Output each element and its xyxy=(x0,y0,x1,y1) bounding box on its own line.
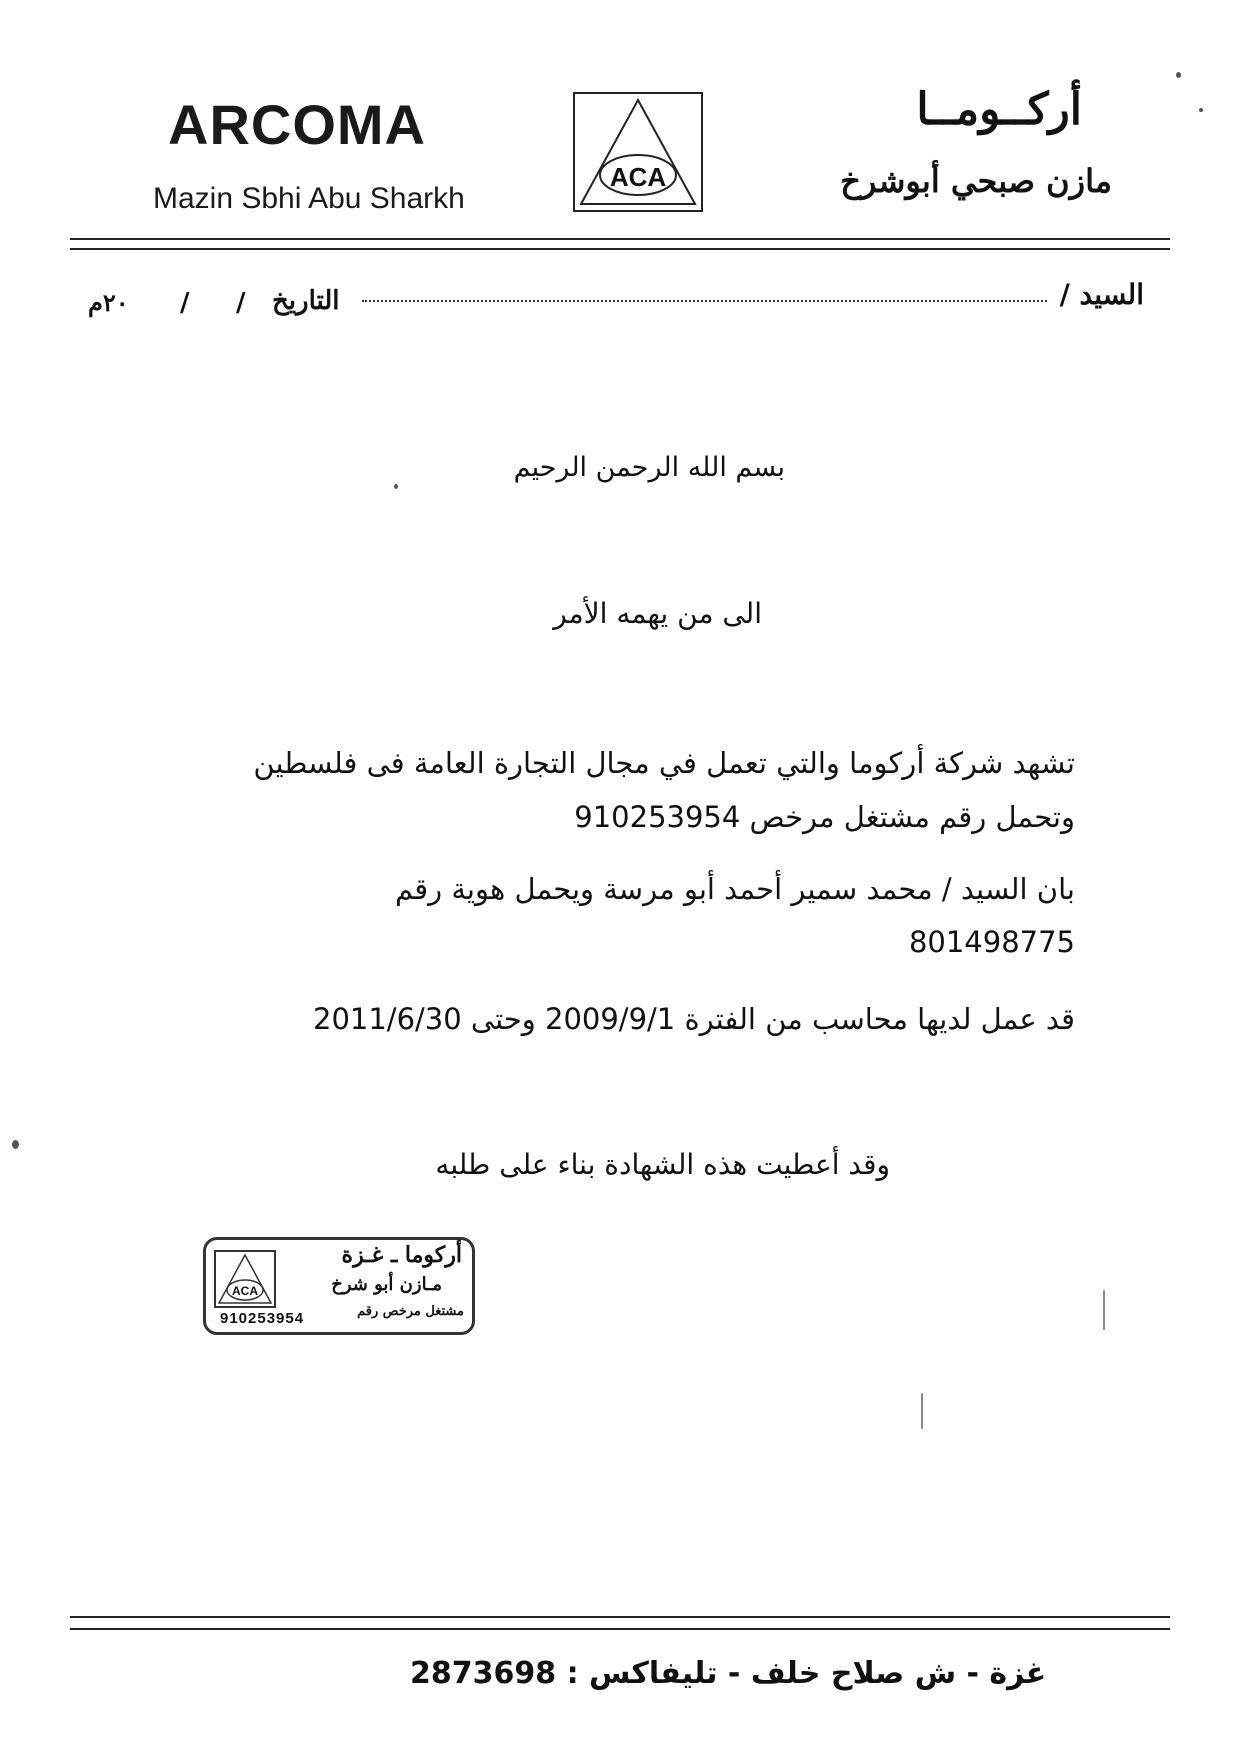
closing-line: وقد أعطيت هذه الشهادة بناء على طلبه xyxy=(435,1148,890,1181)
logo-text: ACA xyxy=(609,162,667,192)
owner-name-arabic: مازن صبحي أبوشرخ xyxy=(840,162,1112,200)
body-line: قد عمل لديها محاسب من الفترة 2009/9/1 وحتى 2011/6/30 xyxy=(313,1002,1075,1036)
stamp-logo-text: ACA xyxy=(232,1284,258,1298)
stamp-license-number: 910253954 xyxy=(220,1310,305,1327)
scan-speck xyxy=(1176,72,1181,78)
date-year-suffix: ٢٠م xyxy=(88,288,129,317)
scan-speck xyxy=(1199,108,1203,112)
recipient-label: السيد / xyxy=(1059,278,1144,311)
footer-rule-top xyxy=(70,1616,1170,1618)
company-name-english: ARCOMA xyxy=(168,93,426,156)
company-logo xyxy=(573,92,703,212)
company-name-arabic: أركــومــا xyxy=(916,84,1082,135)
date-slash: / xyxy=(180,288,190,318)
body-line: بان السيد / محمد سمير أحمد أبو مرسة ويحمل هوية رقم xyxy=(395,872,1075,906)
recipient-dotted-line xyxy=(362,300,1047,302)
salutation: الى من يهمه الأمر xyxy=(553,597,762,630)
header-rule-top xyxy=(70,238,1170,240)
body-line: 801498775 xyxy=(908,925,1075,959)
body-line: تشهد شركة أركوما والتي تعمل في مجال التجارة العامة فى فلسطين xyxy=(253,746,1075,780)
basmala: بسم الله الرحمن الرحيم xyxy=(513,452,785,483)
scan-speck xyxy=(921,1393,923,1429)
stamp-logo xyxy=(214,1250,276,1308)
stamp-license-label: مشتغل مرخص رقم xyxy=(357,1304,464,1319)
header-rule-bottom xyxy=(70,248,1170,250)
stamp-owner: مـازن أبو شرخ xyxy=(331,1274,442,1295)
date-slash: / xyxy=(236,288,246,318)
scan-speck xyxy=(12,1140,19,1149)
scan-speck xyxy=(1103,1290,1105,1330)
date-label: التاريخ xyxy=(272,286,340,316)
owner-name-english: Mazin Sbhi Abu Sharkh xyxy=(153,182,465,215)
company-stamp xyxy=(203,1237,475,1335)
footer-rule-bottom xyxy=(70,1628,1170,1630)
body-line: وتحمل رقم مشتغل مرخص 910253954 xyxy=(574,800,1075,834)
footer-address: غزة - ش صلاح خلف - تليفاكس : 2873698 xyxy=(410,1656,1047,1691)
stamp-company: أركوما ـ غـزة xyxy=(341,1242,462,1268)
scan-speck xyxy=(394,484,398,489)
